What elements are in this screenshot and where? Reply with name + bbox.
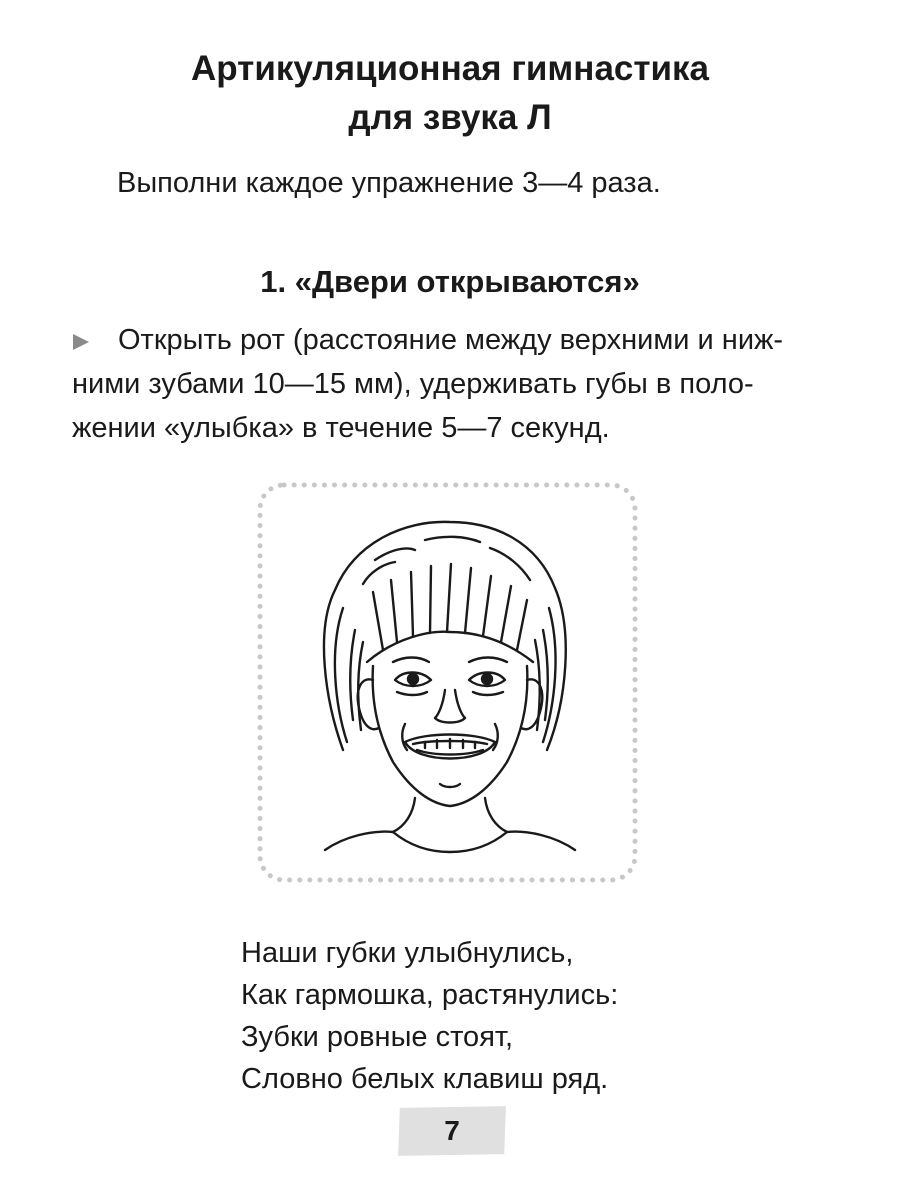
poem-line-2: Как гармошка, растянулись: — [241, 979, 619, 1011]
poem — [241, 932, 618, 1100]
poem-line-3: Зубки ровные стоят, — [241, 1021, 514, 1053]
description-line-1: Открыть рот (расстояние между верхними и ниж- — [118, 324, 784, 356]
smiling-child-face-icon — [255, 480, 640, 885]
description-line-3: жении «улыбка» в течение 5—7 секунд. — [72, 412, 610, 444]
title-line-1: Артикуляционная гимнастика — [190, 49, 710, 88]
exercise-description — [72, 318, 842, 450]
page-title — [0, 44, 900, 142]
poem-line-4: Словно белых клавиш ряд. — [241, 1063, 609, 1095]
title-line-2: для звука Л — [348, 98, 552, 137]
exercise-heading: 1. «Двери открываются» — [260, 264, 640, 299]
illustration-frame — [255, 480, 640, 885]
instruction-text: Выполни каждое упражнение 3—4 раза. — [117, 167, 661, 199]
description-line-2: ними зубами 10—15 мм), удерживать губы в поло- — [72, 368, 754, 400]
poem-line-1: Наши губки улыбнулись, — [241, 937, 574, 969]
page-number: 7 — [444, 1115, 460, 1146]
